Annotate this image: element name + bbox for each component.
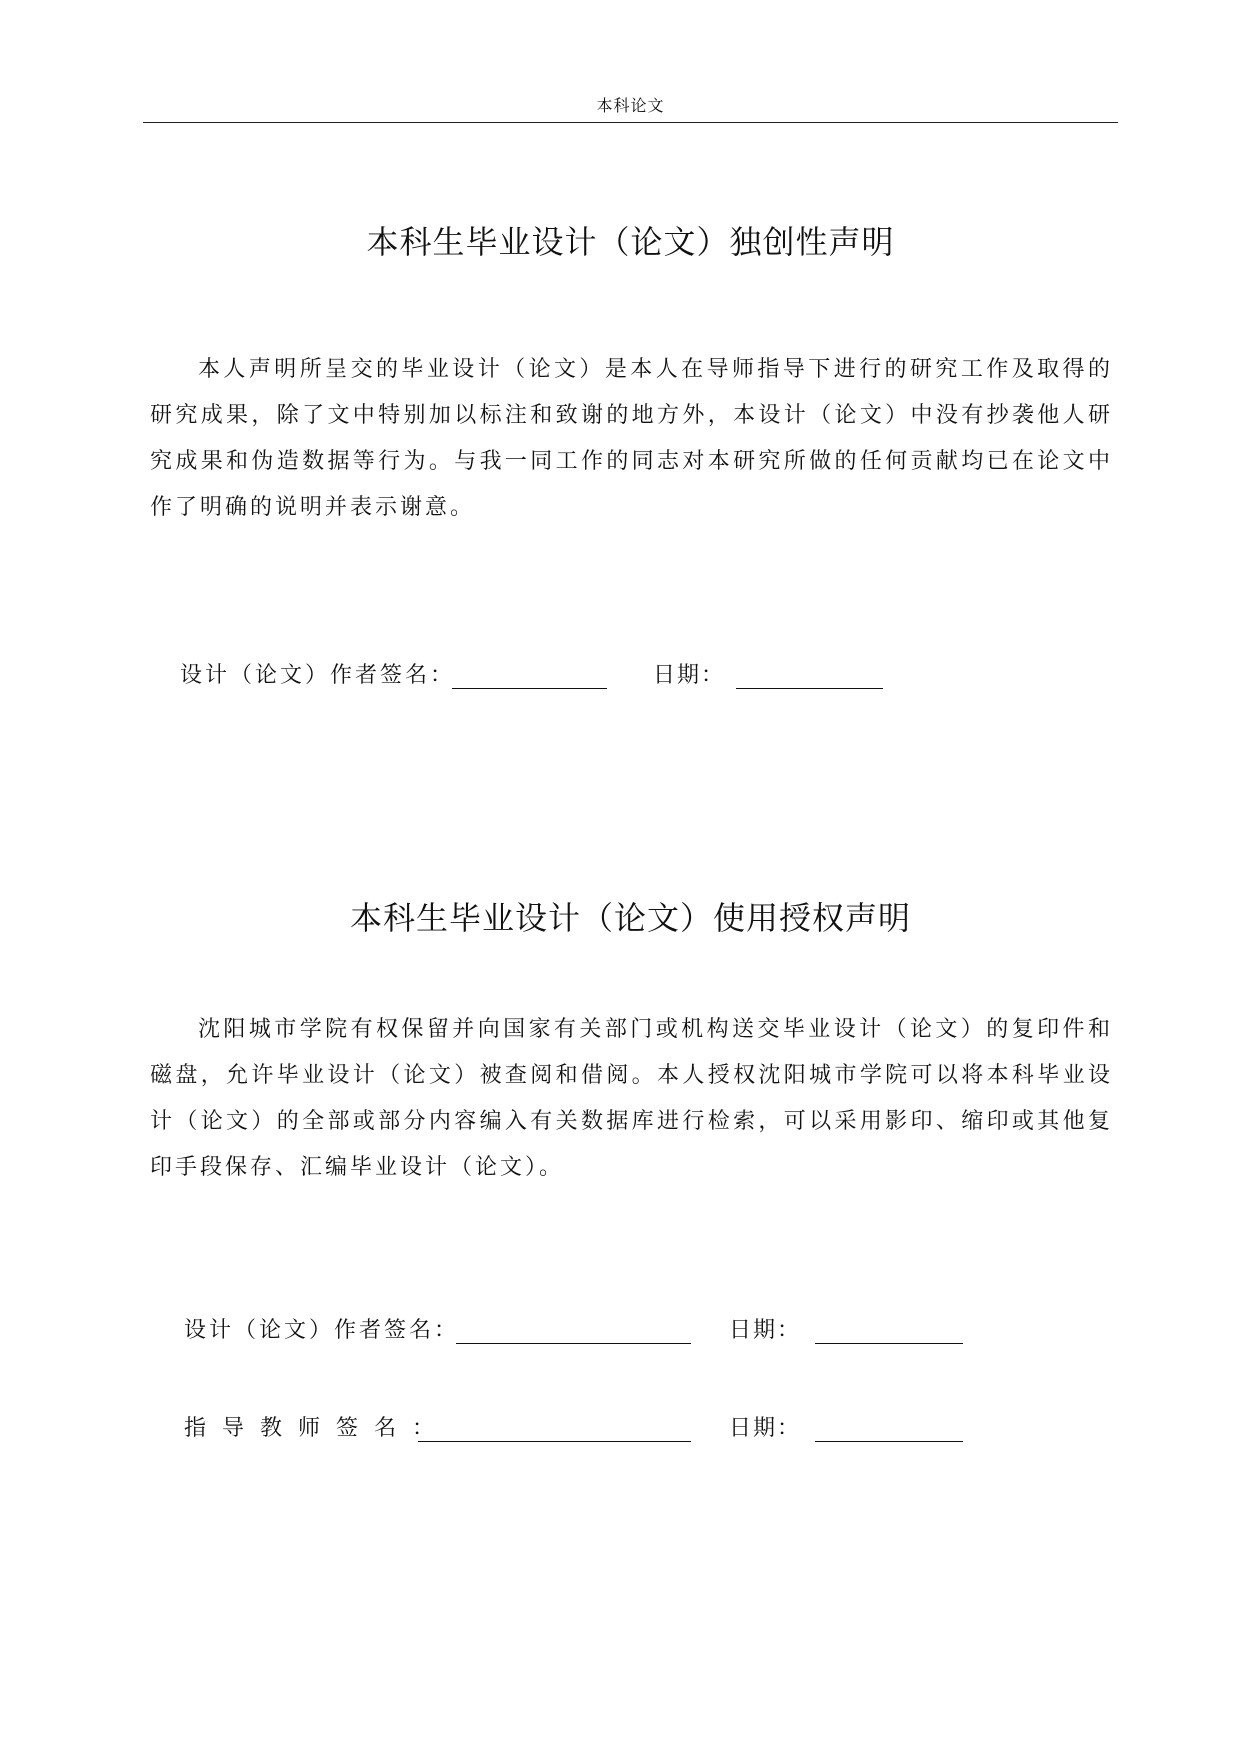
teacher-date-label: 日期：	[729, 1416, 802, 1441]
authorization-teacher-signature-row	[184, 1414, 984, 1454]
author-signature-line[interactable]	[456, 1343, 691, 1344]
header-text: 本科论文	[596, 96, 665, 115]
authorization-paragraph: 沈阳城市学院有权保留并向国家有关部门或机构送交毕业设计（论文）的复印件和磁盘，允许毕业设计（论文）被查阅和借阅。本人授权沈阳城市学院可以将本科毕业设计（论文）的全部或部分内容编入有关数据库进行检索，可以采用影印、缩印或其他复印手段保存、汇编毕业设计（论文）。	[150, 1017, 1113, 1180]
teacher-date-line[interactable]	[815, 1441, 963, 1442]
teacher-signature-line[interactable]	[418, 1441, 691, 1442]
date-label: 日期：	[653, 663, 726, 688]
author-date-line[interactable]	[815, 1343, 963, 1344]
author-date-label: 日期：	[729, 1318, 802, 1343]
date-line[interactable]	[736, 688, 883, 689]
declaration-signature-row	[180, 661, 900, 701]
teacher-signature-label: 指导教师签名：	[184, 1416, 451, 1441]
author-signature-label: 设计（论文）作者签名：	[184, 1318, 460, 1343]
authorization-author-signature-row	[184, 1316, 984, 1356]
page-header	[143, 92, 1118, 123]
author-signature-line[interactable]	[452, 688, 607, 689]
declaration-title: 本科生毕业设计（论文）独创性声明	[366, 223, 895, 261]
author-signature-label: 设计（论文）作者签名：	[180, 663, 456, 688]
authorization-title: 本科生毕业设计（论文）使用授权声明	[349, 899, 911, 937]
declaration-paragraph: 本人声明所呈交的毕业设计（论文）是本人在导师指导下进行的研究工作及取得的研究成果，除了文中特别加以标注和致谢的地方外，本设计（论文）中没有抄袭他人研究成果和伪造数据等行为。与我一同工作的同志对本研究所做的任何贡献均已在论文中作了明确的说明并表示谢意。	[150, 357, 1113, 520]
